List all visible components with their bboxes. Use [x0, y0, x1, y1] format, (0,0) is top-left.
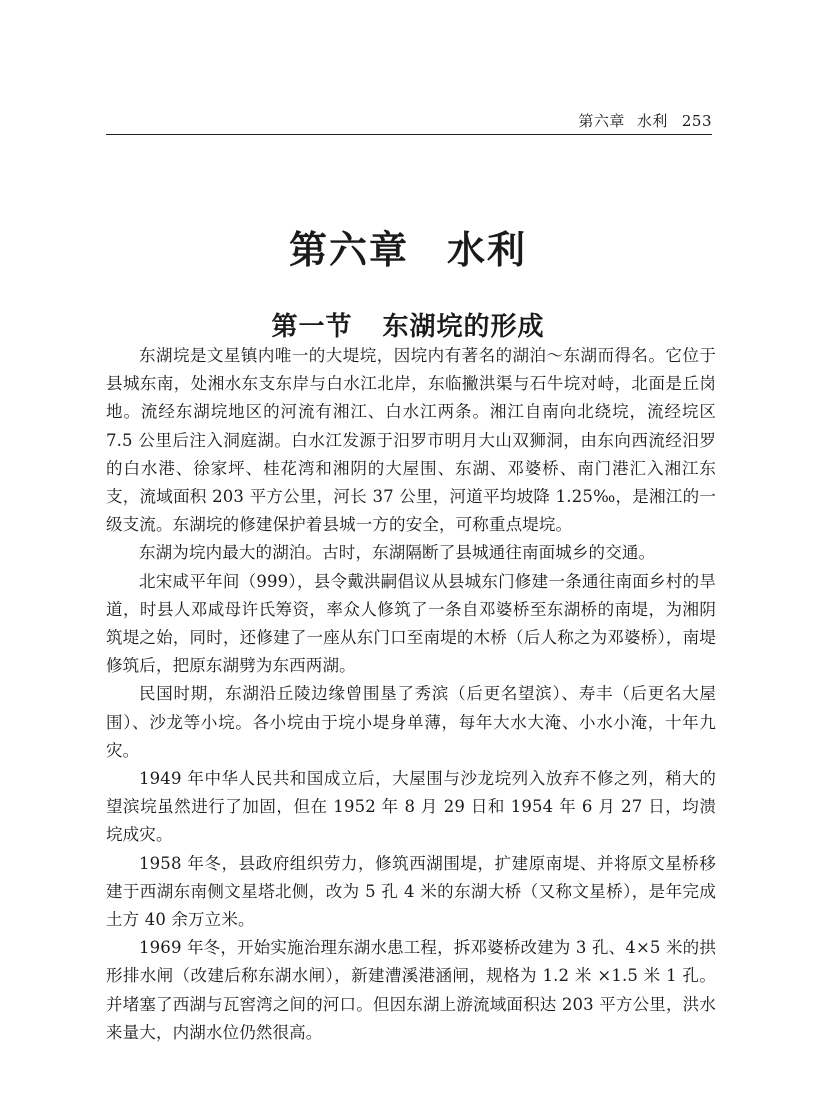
paragraph: 北宋咸平年间（999），县令戴洪嗣倡议从县城东门修建一条通往南面乡村的旱道，时县人邓咸母许氏筹资，率众人修筑了一条自邓婆桥至东湖桥的南堤，为湘阴筑堤之始，同时，还修建了一座从东门口至南堤的木桥（后人称之为邓婆桥），南堤修筑后，把原东湖劈为东西两湖。 — [106, 571, 716, 676]
section-number: 第一节 — [271, 311, 353, 342]
running-header-text — [578, 112, 712, 130]
paragraph: 1949 年中华人民共和国成立后，大屋围与沙龙垸列入放弃不修之列，稍大的望滨垸虽然进行了加固，但在 1952 年 8 月 29 日和 1954 年 6 月 27 日，均溃垸成灾。 — [106, 769, 716, 845]
paragraph: 1969 年冬，开始实施治理东湖水患工程，拆邓婆桥改建为 3 孔、4×5 米的拱形排水闸（改建后称东湖水闸），新建漕溪港涵闸，规格为 1.2 米 ×1.5 米 1 孔。并堵塞了西湖与瓦窖湾之间的河口。但因东湖上游流域面积达 203 平方公里，洪水来量大，内湖水位仍然很高。 — [106, 938, 716, 1042]
section-title — [0, 308, 816, 346]
paragraph: 东湖垸是文星镇内唯一的大堤垸，因垸内有著名的湖泊～东湖而得名。它位于县城东南，处湘水东支东岸与白水江北岸，东临撇洪渠与石牛垸对峙，北面是丘岗地。流经东湖垸地区的河流有湘江、白水江两条。湘江自南向北绕垸，流经垸区 7.5 公里后注入洞庭湖。白水江发源于汨罗市明月大山双狮洞，由东向西流经汨罗的白水港、徐家坪、桂花湾和湘阴的大屋围、东湖、邓婆桥、南门港汇入湘江东支，流域面积 203 平方公里，河长 37 公里，河道平均坡降 1.25‰，是湘江的一级支流。东湖垸的修建保护着县城一方的安全，可称重点堤垸。 — [106, 346, 716, 535]
paragraph: 民国时期，东湖沿丘陵边缘曾围垦了秀滨（后更名望滨）、寿丰（后更名大屋围）、沙龙等小垸。各小垸由于垸小堤身单薄，每年大水大淹、小水小淹，十年九灾。 — [106, 684, 716, 760]
section-name: 东湖垸的形成 — [382, 311, 545, 342]
header-topic: 水利 — [636, 112, 668, 130]
running-header — [106, 112, 712, 135]
header-chapter: 第六章 — [578, 112, 625, 130]
paragraph: 1958 年冬，县政府组织劳力，修筑西湖围堤，扩建原南堤、并将原文星桥移建于西湖东南侧文星塔北侧，改为 5 孔 4 米的东湖大桥（又称文星桥），是年完成土方 40 余万立米。 — [106, 853, 716, 930]
chapter-title — [0, 225, 816, 275]
paragraph: 东湖为垸内最大的湖泊。古时，东湖隔断了县城通往南面城乡的交通。 — [139, 543, 656, 563]
chapter-number: 第六章 — [288, 227, 409, 273]
body-text — [106, 342, 716, 1047]
page-number: 253 — [681, 112, 712, 130]
chapter-name: 水利 — [447, 227, 528, 273]
